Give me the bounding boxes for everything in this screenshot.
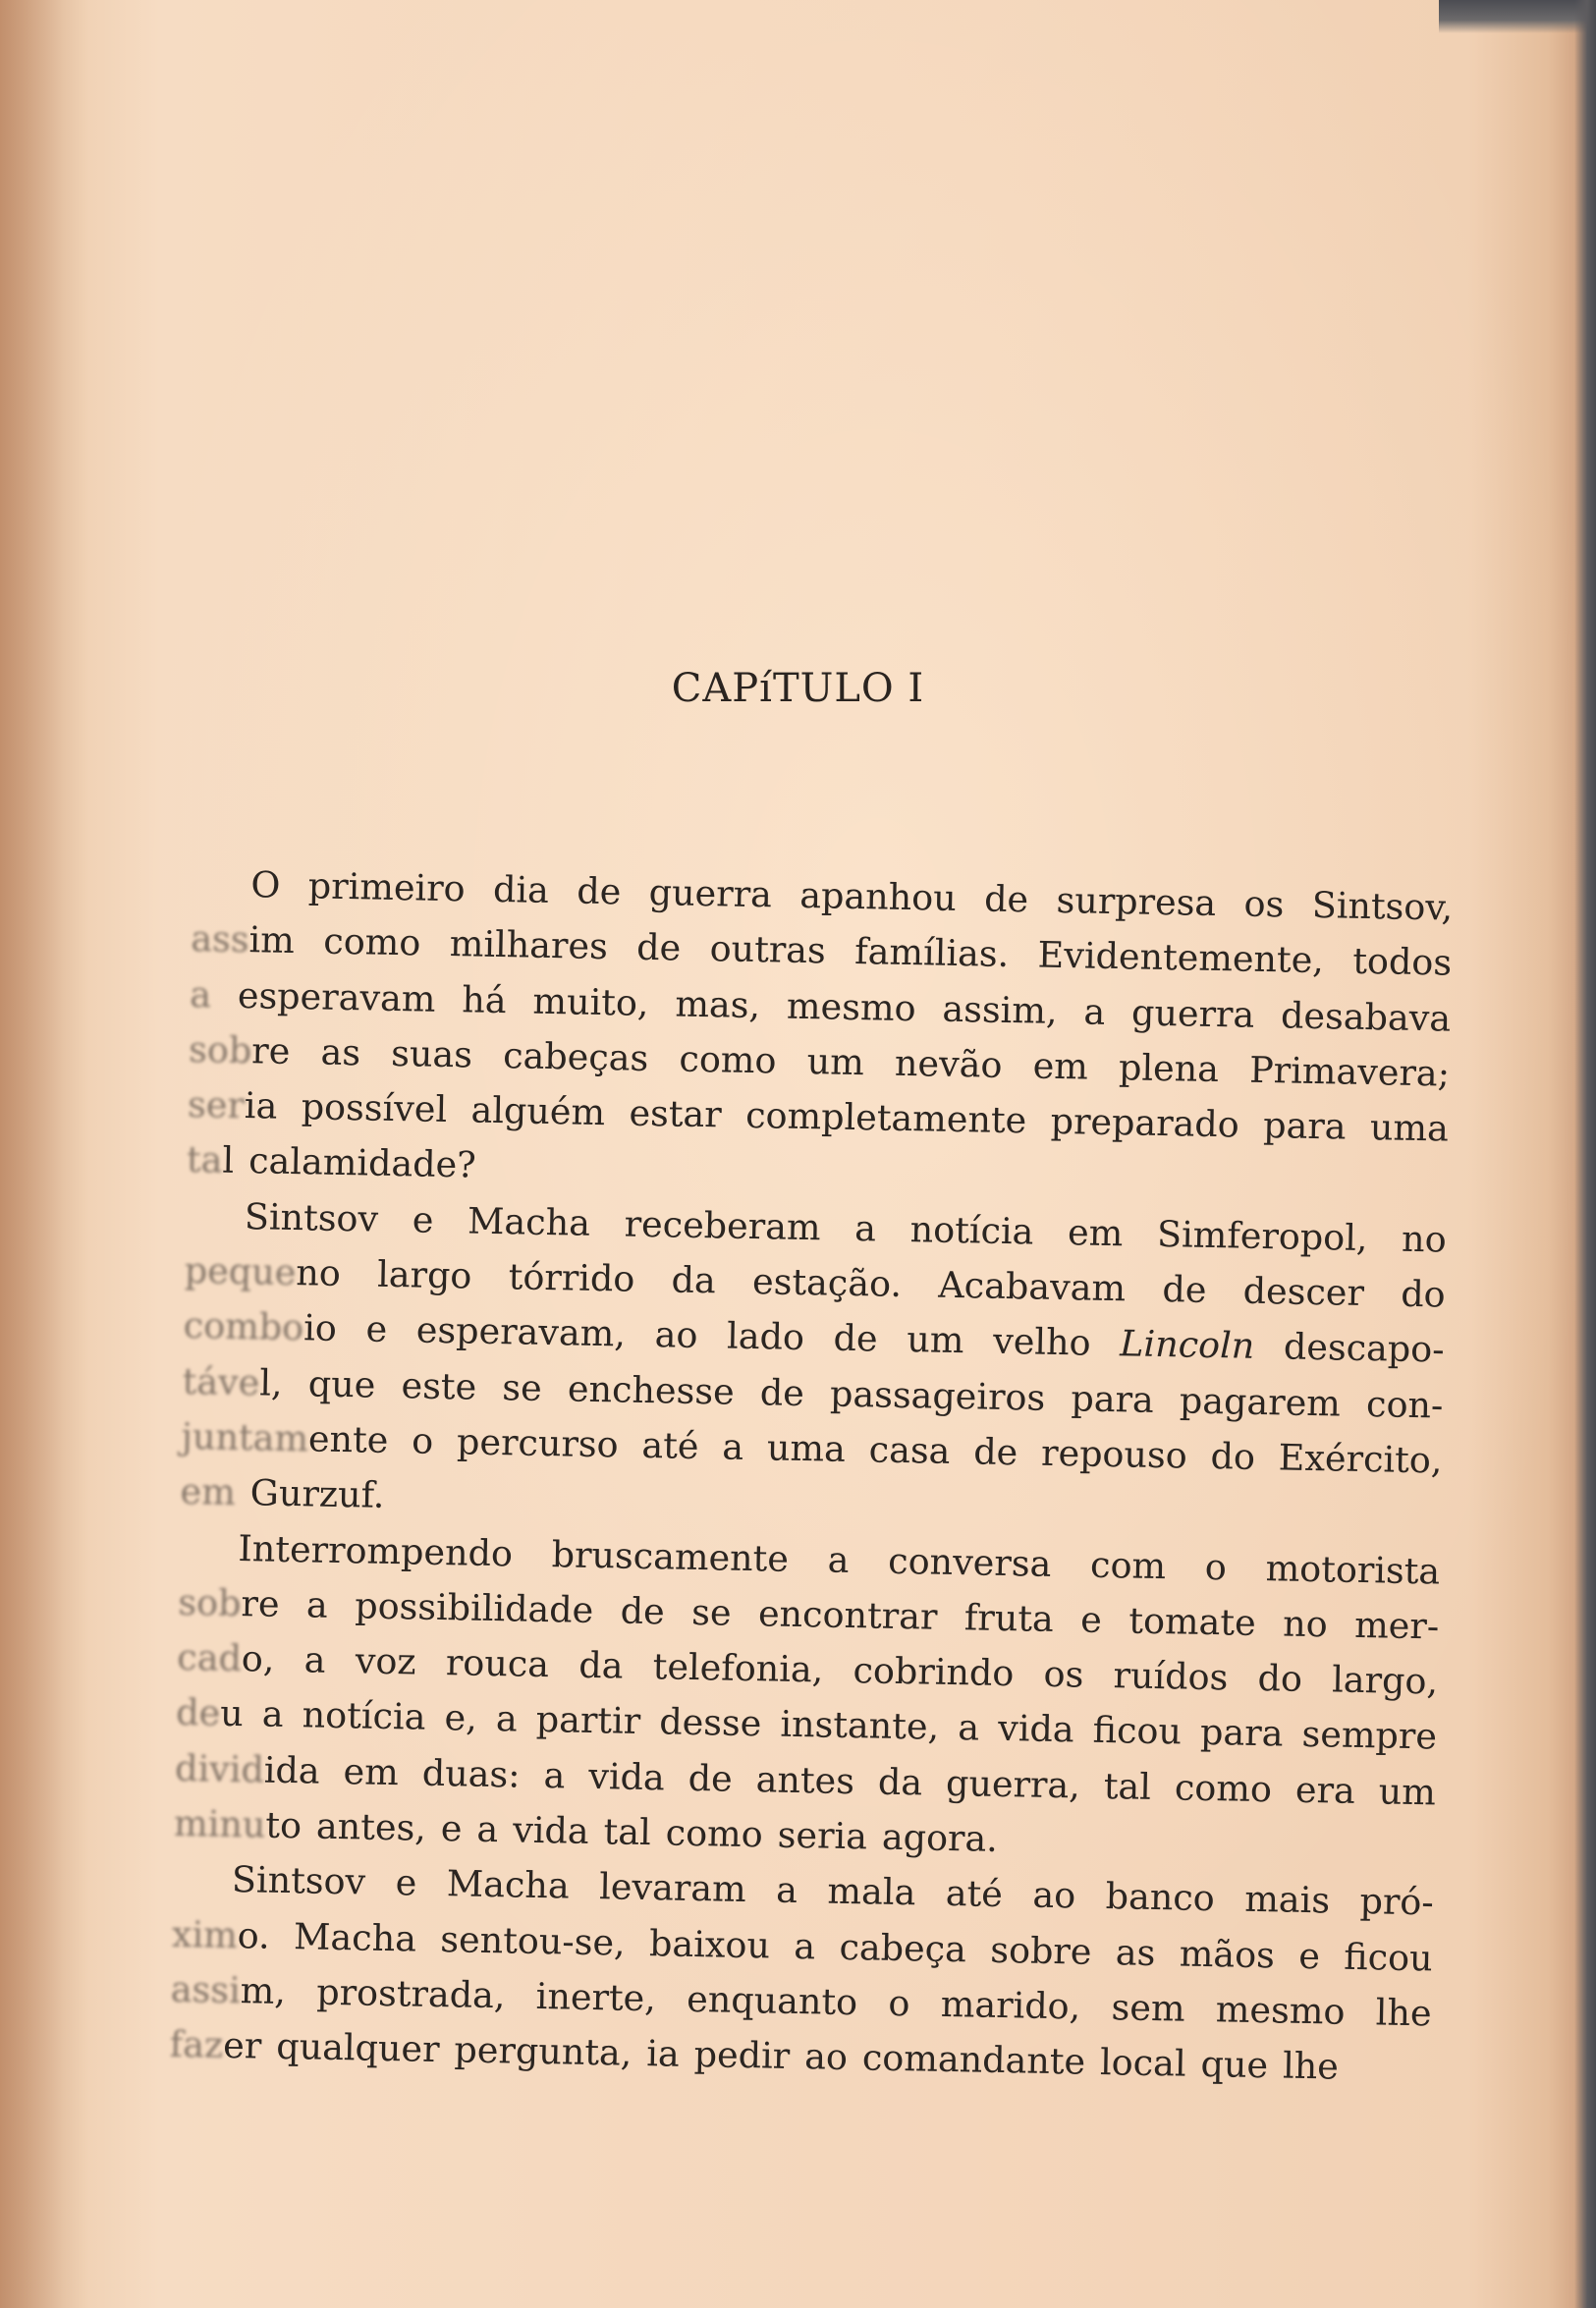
paragraph (169, 1851, 1434, 2097)
paragraph (180, 1188, 1447, 1544)
text-line: Sintsov e Macha levaram a mala até ao banco mais pró- (231, 1858, 1435, 1924)
text-line: assim como milhares de outras famílias. Evidentemente, todos (190, 917, 1453, 984)
background-edge-right (1574, 0, 1596, 2308)
text-line: dividida em duas: a vida de antes da guerra, tal como era um (174, 1746, 1437, 1814)
chapter-body-text (169, 856, 1454, 2097)
text-line: a esperavam há muito, mas, mesmo assim, a guerra desabava (189, 972, 1452, 1040)
text-line: tável, que este se enchesse de passageiros para pagarem con- (182, 1359, 1444, 1427)
paragraph (187, 856, 1454, 1212)
text-line: tal calamidade? (186, 1138, 477, 1187)
text-line: Interrompendo bruscamente a conversa com o motorista (238, 1526, 1441, 1593)
spine-shadow (0, 0, 88, 2308)
chapter-title: CAPíTULO I (671, 666, 925, 711)
text-line: fazer qualquer pergunta, ia pedir ao comandante local que lhe (169, 2023, 1340, 2088)
text-line: minuto antes, e a vida tal como seria agora. (173, 1801, 999, 1860)
background-edge-top (1439, 0, 1596, 33)
text-line: seria possível alguém estar completamente preparado para uma (187, 1083, 1450, 1150)
text-line: O primeiro dia de guerra apanhou de surpresa os Sintsov, (250, 863, 1454, 929)
text-line: ximo. Macha sentou-se, baixou a cabeça sobre as mãos e ficou (171, 1912, 1434, 1980)
text-line: sobre a possibilidade de se encontrar fruta e tomate no mer- (178, 1580, 1440, 1648)
text-line: sobre as suas cabeças como um nevão em plena Primavera; (188, 1027, 1451, 1095)
text-line: em Gurzuf. (180, 1470, 385, 1517)
text-line: Sintsov e Macha receberam a notícia em Simferopol, no (244, 1194, 1448, 1261)
text-line: cado, a voz rouca da telefonia, cobrindo os ruídos do largo, (176, 1636, 1439, 1703)
text-line: deu a notícia e, a partir desse instante, a vida ficou para sempre (175, 1691, 1438, 1758)
text-line: assim, prostrada, inerte, enquanto o marido, sem mesmo lhe (170, 1967, 1433, 2035)
text-line: pequeno largo tórrido da estação. Acabavam de descer do (184, 1249, 1447, 1316)
text-line: comboio e esperavam, ao lado de um velho Lincoln descapo- (183, 1304, 1445, 1371)
paragraph (174, 1519, 1441, 1875)
text-line: juntamente o percurso até a uma casa de repouso do Exército, (181, 1414, 1443, 1482)
